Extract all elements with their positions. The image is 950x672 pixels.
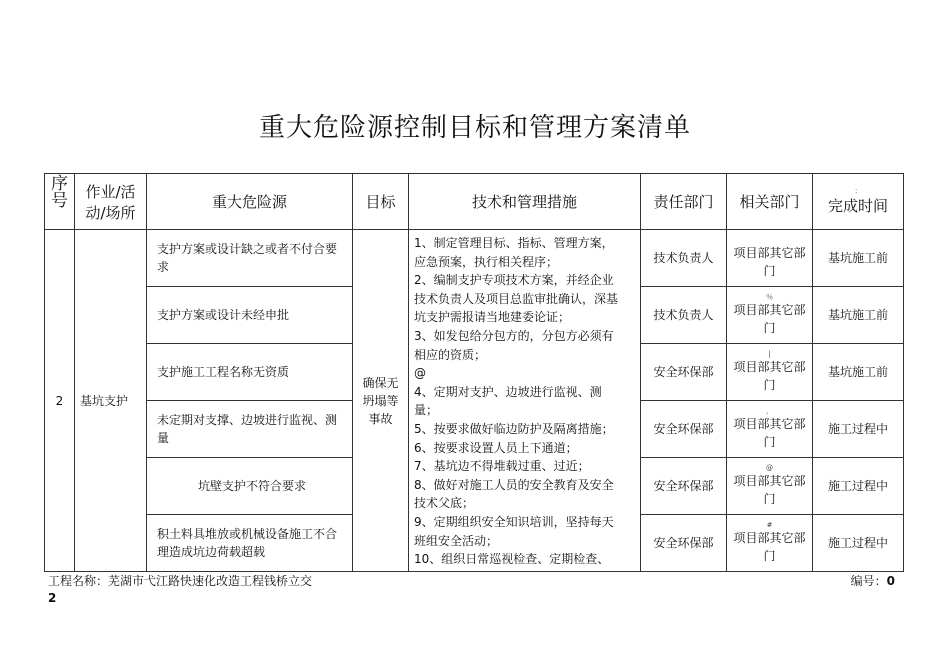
measure-line: 量； bbox=[414, 403, 439, 418]
cell-completion: 基坑施工前 bbox=[813, 344, 904, 401]
measure-line: 班组安全活动； bbox=[414, 533, 499, 548]
cell-mark: ％ bbox=[766, 293, 773, 301]
cell-resp-dept: 安全环保部 bbox=[641, 401, 727, 458]
cell-resp-dept: 安全环保部 bbox=[641, 515, 727, 572]
cell-completion: 施工过程中 bbox=[813, 515, 904, 572]
cell-related-dept: ， 项目部其它部门 bbox=[727, 401, 813, 458]
header-resp-dept: 责任部门 bbox=[641, 174, 727, 230]
cell-related-dept: # 项目部其它部门 bbox=[727, 515, 813, 572]
cell-seq: 2 bbox=[45, 230, 75, 572]
cell-hazard: 未定期对支撑、边坡进行监视、测量 bbox=[147, 401, 353, 458]
measure-line: 相应的资质； bbox=[414, 347, 487, 362]
measure-line: 应急预案，执行相关程序； bbox=[414, 254, 559, 269]
cell-completion: 施工过程中 bbox=[813, 401, 904, 458]
cell-measures bbox=[409, 230, 641, 572]
header-seq: 序号 bbox=[45, 174, 75, 230]
table-body bbox=[45, 230, 904, 572]
measure-line: 坑支护需报请当地建委论证； bbox=[414, 310, 571, 325]
measure-line: 2、编制支护专项技术方案，并经企业 bbox=[414, 273, 614, 288]
header-related-dept: 相关部门 bbox=[727, 174, 813, 230]
cell-completion: 基坑施工前 bbox=[813, 230, 904, 287]
cell-resp-dept: 安全环保部 bbox=[641, 458, 727, 515]
cell-mark: # bbox=[766, 521, 773, 529]
measure-line: 10、组织日常巡视检查、定期检查、 bbox=[414, 552, 610, 567]
cell-hazard: 坑壁支护不符合要求 bbox=[147, 458, 353, 515]
header-measures: 技术和管理措施 bbox=[409, 174, 641, 230]
project-name: 工程名称：芜湖市弋江路快速化改造工程钱桥立交 bbox=[48, 574, 313, 588]
cell-activity: 基坑支护 bbox=[75, 230, 147, 572]
cell-hazard: 积土料具堆放或机械设备施工不合理造成坑边荷载超载 bbox=[147, 515, 353, 572]
cell-completion: 基坑施工前 bbox=[813, 287, 904, 344]
measure-line: 3、如发包给分包方的，分包方必须有 bbox=[414, 328, 614, 343]
measure-line: @ bbox=[414, 366, 426, 381]
table-row bbox=[45, 230, 904, 287]
header-completion-mark: ： bbox=[854, 187, 862, 195]
measure-line: 技术负责人及项目总监审批确认，深基 bbox=[414, 291, 619, 306]
document-code: 编号：0 bbox=[850, 574, 895, 588]
cell-resp-dept: 技术负责人 bbox=[641, 287, 727, 344]
cell-hazard: 支护施工工程名称无资质 bbox=[147, 344, 353, 401]
cell-mark: | bbox=[768, 350, 771, 358]
measure-line: 1、制定管理目标、指标、管理方案， bbox=[414, 236, 614, 250]
project-name-continued: 2 bbox=[48, 591, 57, 605]
document-title: 重大危险源控制目标和管理方案清单 bbox=[258, 113, 691, 143]
measure-line: 9、定期组织安全知识培训，坚持每天 bbox=[414, 514, 614, 529]
header-target: 目标 bbox=[353, 174, 409, 230]
cell-completion: 施工过程中 bbox=[813, 458, 904, 515]
cell-hazard: 支护方案或设计缺之或者不付合要求 bbox=[147, 230, 353, 287]
cell-mark bbox=[732, 236, 807, 244]
measure-line: 4、定期对支护、边坡进行监视、测 bbox=[414, 384, 602, 399]
measure-line: 7、基坑边不得堆载过重、过近； bbox=[414, 459, 590, 474]
cell-hazard: 支护方案或设计未经申批 bbox=[147, 287, 353, 344]
cell-related-dept: @ 项目部其它部门 bbox=[727, 458, 813, 515]
cell-resp-dept: 技术负责人 bbox=[641, 230, 727, 287]
cell-mark: @ bbox=[766, 464, 773, 472]
cell-target: 确保无坍塌等事故 bbox=[353, 230, 409, 572]
cell-related-dept: 项目部其它部门 bbox=[727, 230, 813, 287]
measure-line: 6、按要求设置人员上下通道； bbox=[414, 440, 578, 455]
cell-related-dept: ％ 项目部其它部门 bbox=[727, 287, 813, 344]
hazard-table bbox=[44, 173, 904, 572]
header-row bbox=[45, 174, 904, 230]
cell-mark: ， bbox=[766, 407, 773, 415]
cell-related-dept: | 项目部其它部门 bbox=[727, 344, 813, 401]
header-hazard: 重大危险源 bbox=[147, 174, 353, 230]
header-completion: ： 完成时间 bbox=[813, 174, 904, 230]
measure-line: 8、做好对施工人员的安全教育及安全 bbox=[414, 477, 614, 492]
measure-line: 技术父底； bbox=[414, 496, 475, 511]
measure-line: 5、按要求做好临边防护及隔离措施； bbox=[414, 421, 614, 436]
cell-resp-dept: 安全环保部 bbox=[641, 344, 727, 401]
header-activity: 作业/活动/场所 bbox=[75, 174, 147, 230]
